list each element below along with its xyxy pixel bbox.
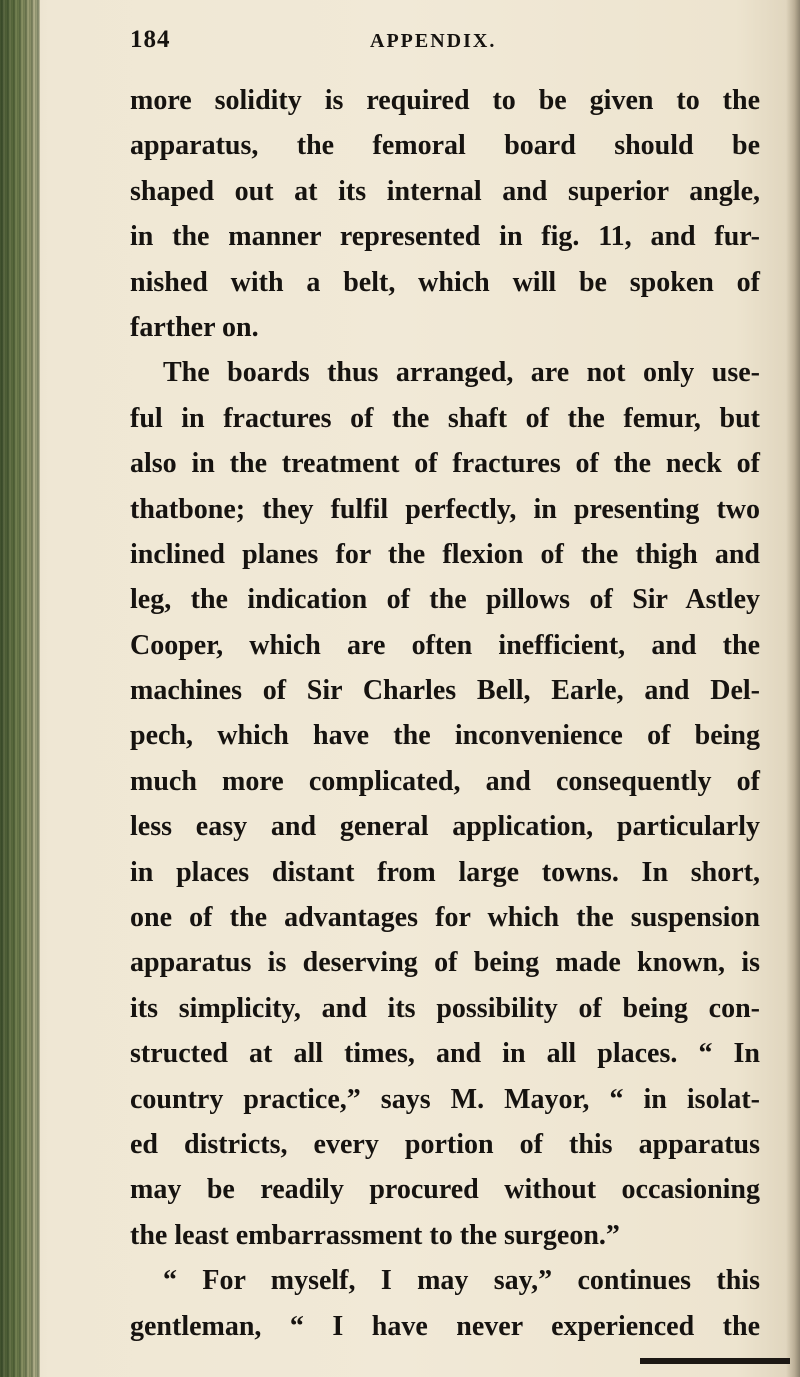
- text-line: ed districts, every portion of this apparatus: [130, 1128, 760, 1160]
- text-line: leg, the indication of the pillows of Sir Astley: [130, 584, 760, 616]
- text-line: may be readily procured without occasioning: [130, 1174, 760, 1206]
- book-binding: [0, 0, 40, 1377]
- page-edge-shadow: [786, 0, 800, 1377]
- text-line: in places distant from large towns. In short,: [130, 856, 760, 888]
- text-line: farther on.: [130, 311, 259, 343]
- text-line: “ For myself, I may say,” continues this: [163, 1265, 760, 1297]
- text-line: nished with a belt, which will be spoken of: [130, 266, 760, 298]
- text-line: thatbone; they fulfil perfectly, in presenting two: [130, 493, 760, 525]
- text-line: The boards thus arranged, are not only use-: [163, 357, 760, 389]
- text-line: the least embarrassment to the surgeon.”: [130, 1219, 620, 1251]
- page-header: [130, 26, 760, 66]
- text-line: its simplicity, and its possibility of being con-: [130, 992, 760, 1024]
- text-line: much more complicated, and consequently of: [130, 765, 760, 797]
- text-line: machines of Sir Charles Bell, Earle, and Del-: [130, 675, 760, 707]
- page-bottom-mark: [640, 1358, 790, 1364]
- body-text: [130, 78, 760, 1349]
- text-line: ful in fractures of the shaft of the femur, but: [130, 402, 760, 434]
- text-line: also in the treatment of fractures of the neck of: [130, 448, 760, 480]
- text-line: more solidity is required to be given to the: [130, 85, 760, 116]
- text-line: apparatus, the femoral board should be: [130, 130, 760, 162]
- text-line: in the manner represented in fig. 11, and fur-: [130, 221, 760, 253]
- text-line: pech, which have the inconvenience of being: [130, 720, 760, 752]
- text-line: inclined planes for the flexion of the thigh and: [130, 538, 760, 570]
- text-line: less easy and general application, particularly: [130, 811, 760, 843]
- page-number: 184: [130, 26, 171, 53]
- text-line: one of the advantages for which the suspension: [130, 902, 760, 934]
- text-line: gentleman, “ I have never experienced the: [130, 1310, 760, 1342]
- text-line: Cooper, which are often inefficient, and the: [130, 629, 760, 661]
- text-line: shaped out at its internal and superior angle,: [130, 175, 760, 207]
- text-line: country practice,” says M. Mayor, “ in isolat-: [130, 1083, 760, 1115]
- text-line: apparatus is deserving of being made known, is: [130, 947, 760, 979]
- text-line: structed at all times, and in all places. “ In: [130, 1038, 760, 1070]
- running-head: APPENDIX.: [370, 30, 497, 52]
